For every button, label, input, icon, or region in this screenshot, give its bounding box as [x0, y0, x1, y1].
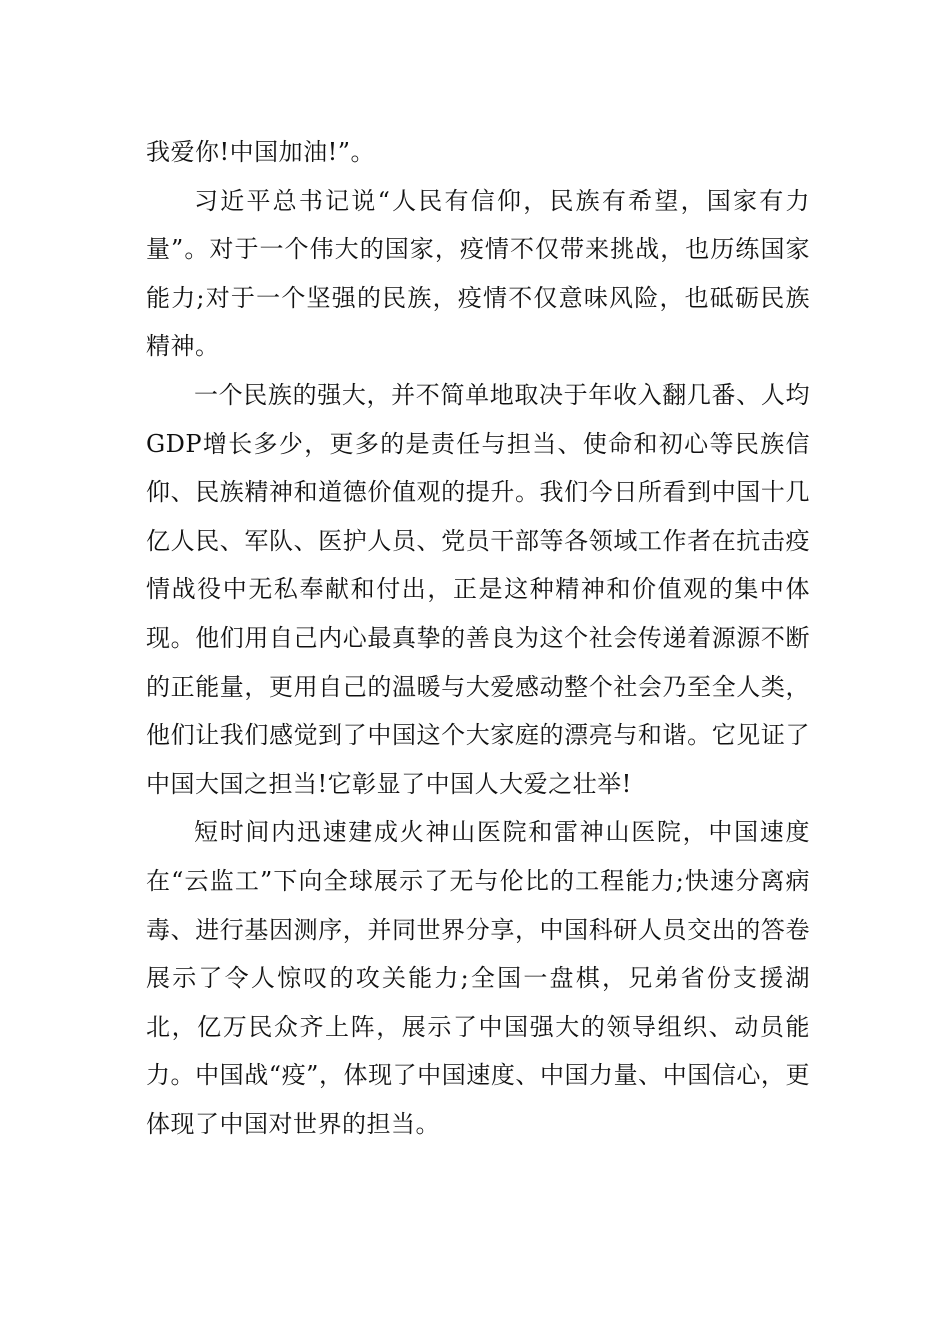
- paragraph-continuation: 我爱你!中国加油!”。: [146, 138, 376, 166]
- document-body: [146, 128, 810, 1148]
- paragraph-national-spirit: 一个民族的强大，并不简单地取决于年收入翻几番、人均GDP增长多少，更多的是责任与担当、使命和初心等民族信仰、民族精神和道德价值观的提升。我们今日所看到中国十几亿人民、军队、医护人员、党员干部等各领域工作者在抗击疫情战役中无私奉献和付出，正是这种精神和价值观的集中体现。他们用自己内心最真挚的善良为这个社会传递着源源不断的正能量，更用自己的温暖与大爱感动整个社会乃至全人类，他们让我们感觉到了中国这个大家庭的漂亮与和谐。它见证了中国大国之担当!它彰显了中国人大爱之壮举!: [146, 380, 810, 798]
- paragraph-china-speed: 短时间内迅速建成火神山医院和雷神山医院，中国速度在“云监工”下向全球展示了无与伦比的工程能力;快速分离病毒、进行基因测序，并同世界分享，中国科研人员交出的答卷展示了令人惊叹的攻关能力;全国一盘棋，兄弟省份支援湖北，亿万民众齐上阵，展示了中国强大的领导组织、动员能力。中国战“疫”，体现了中国速度、中国力量、中国信心，更体现了中国对世界的担当。: [146, 818, 810, 1138]
- paragraph-xi-quote: 习近平总书记说“人民有信仰，民族有希望，国家有力量”。对于一个伟大的国家，疫情不仅带来挑战，也历练国家能力;对于一个坚强的民族，疫情不仅意味风险，也砥砺民族精神。: [146, 186, 810, 361]
